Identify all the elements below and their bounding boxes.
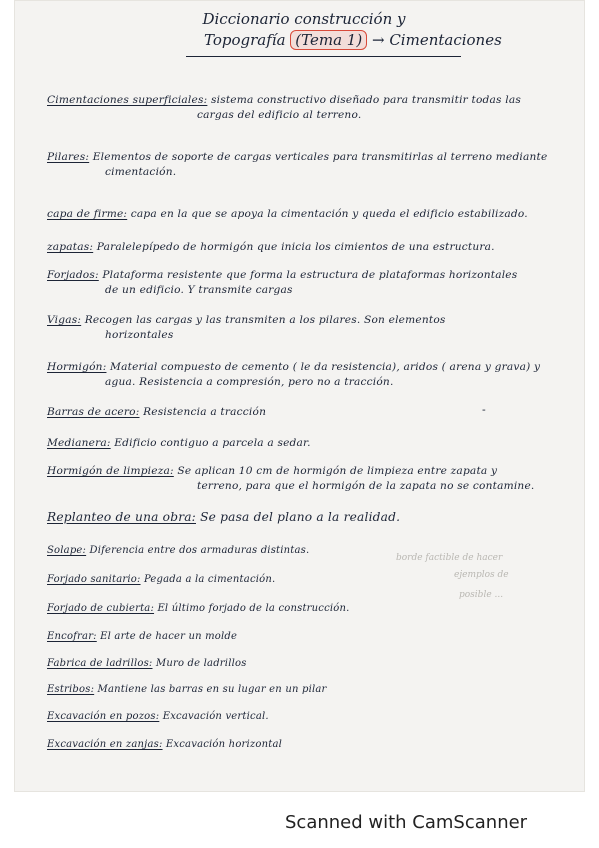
camscanner-footer: Scanned with CamScanner — [285, 812, 528, 833]
entry-excavacion-en-zanjas — [47, 737, 347, 752]
entry-term: Cimentaciones superficiales: — [47, 94, 208, 106]
entry-term: capa de firme: — [47, 208, 128, 220]
entry-term: Hormigón de limpieza: — [47, 465, 174, 477]
bleedthrough-text: posible ... — [459, 590, 504, 600]
entry-definition: Muro de ladrillos — [155, 658, 247, 669]
entry-encofrar — [47, 629, 347, 644]
title-prefix: Topografía — [204, 31, 286, 49]
entry-term: Fabrica de ladrillos: — [47, 658, 153, 669]
entry-cimentaciones — [47, 93, 557, 123]
entry-pilares — [47, 150, 557, 180]
scanned-page — [14, 0, 585, 792]
entry-definition-cont: cimentación. — [105, 166, 177, 178]
entry-definition: Plataforma resistente que forma la estructura de plataformas horizontales — [102, 269, 518, 281]
entry-definition: capa en la que se apoya la cimentación y queda el edificio estabilizado. — [130, 208, 528, 220]
entry-definition-cont: de un edificio. Y transmite cargas — [105, 284, 293, 296]
entry-hormigon — [47, 360, 557, 390]
entry-term: Pilares: — [47, 151, 90, 163]
entry-definition-cont: agua. Resistencia a compresión, pero no a tracción. — [105, 376, 394, 388]
entry-excavacion-en-pozos — [47, 709, 347, 724]
entry-term: Solape: — [47, 545, 87, 556]
entry-fabrica-de-ladrillos — [47, 656, 347, 671]
entry-definition: Edificio contiguo a parcela a sedar. — [114, 437, 311, 449]
entry-term: Hormigón: — [47, 361, 107, 373]
entry-hormigon-de-limpieza — [47, 464, 557, 494]
entry-definition: Pegada a la cimentación. — [143, 574, 276, 585]
entry-solape — [47, 543, 337, 558]
entry-definition: Elementos de soporte de cargas verticales para transmitirlas al terreno mediante — [92, 151, 548, 163]
entry-definition: Resistencia a tracción — [143, 406, 267, 418]
entry-replanteo — [47, 510, 557, 525]
entry-term: Encofrar: — [47, 631, 97, 642]
entry-definition: Excavación vertical. — [162, 711, 269, 722]
title-line-2 — [204, 30, 502, 50]
bleedthrough-text: borde factible de hacer — [396, 553, 503, 563]
stray-mark: - — [482, 403, 486, 416]
entry-vigas — [47, 313, 557, 343]
entry-term: Excavación en pozos: — [47, 711, 160, 722]
entry-term: Forjado de cubierta: — [47, 603, 155, 614]
entry-definition: Excavación horizontal — [165, 739, 283, 750]
entry-definition: Recogen las cargas y las transmiten a los pilares. Son elementos — [84, 314, 446, 326]
entry-barras-de-acero — [47, 405, 557, 420]
entry-definition-cont: cargas del edificio al terreno. — [197, 109, 362, 121]
entry-term: Forjado sanitario: — [47, 574, 141, 585]
bleedthrough-text: ejemplos de — [454, 570, 509, 580]
entry-definition: El arte de hacer un molde — [100, 631, 238, 642]
title-suffix: → Cimentaciones — [371, 31, 502, 49]
entry-medianera — [47, 436, 557, 451]
entry-definition: Diferencia entre dos armaduras distintas. — [89, 545, 310, 556]
title-line-1: Diccionario construcción y — [202, 10, 406, 28]
entry-term: Vigas: — [47, 314, 82, 326]
entry-definition-cont: horizontales — [105, 329, 174, 341]
entry-estribos — [47, 682, 367, 697]
entry-definition: El último forjado de la construcción. — [157, 603, 350, 614]
entry-term: Excavación en zanjas: — [47, 739, 163, 750]
entry-forjado-sanitario — [47, 572, 347, 587]
entry-definition: sistema constructivo diseñado para transmitir todas las — [210, 94, 521, 106]
title-underline — [186, 56, 461, 57]
entry-term: Forjados: — [47, 269, 99, 281]
entry-capa-de-firme — [47, 207, 557, 222]
entry-forjado-de-cubierta — [47, 601, 377, 616]
entry-zapatas — [47, 240, 557, 255]
entry-definition-cont: terreno, para que el hormigón de la zapata no se contamine. — [197, 480, 535, 492]
entry-definition: Material compuesto de cemento ( le da resistencia), aridos ( arena y grava) y — [110, 361, 541, 373]
entry-definition: Se aplican 10 cm de hormigón de limpieza entre zapata y — [177, 465, 498, 477]
tema-highlight: (Tema 1) — [290, 30, 367, 50]
entry-term: zapatas: — [47, 241, 94, 253]
entry-definition: Paralelepípedo de hormigón que inicia los cimientos de una estructura. — [96, 241, 495, 253]
entry-definition: Se pasa del plano a la realidad. — [200, 510, 401, 524]
entry-term: Barras de acero: — [47, 406, 140, 418]
entry-forjados — [47, 268, 557, 298]
entry-term: Estribos: — [47, 684, 95, 695]
entry-definition: Mantiene las barras en su lugar en un pilar — [97, 684, 327, 695]
entry-term: Medianera: — [47, 437, 111, 449]
entry-term: Replanteo de una obra: — [47, 510, 196, 524]
